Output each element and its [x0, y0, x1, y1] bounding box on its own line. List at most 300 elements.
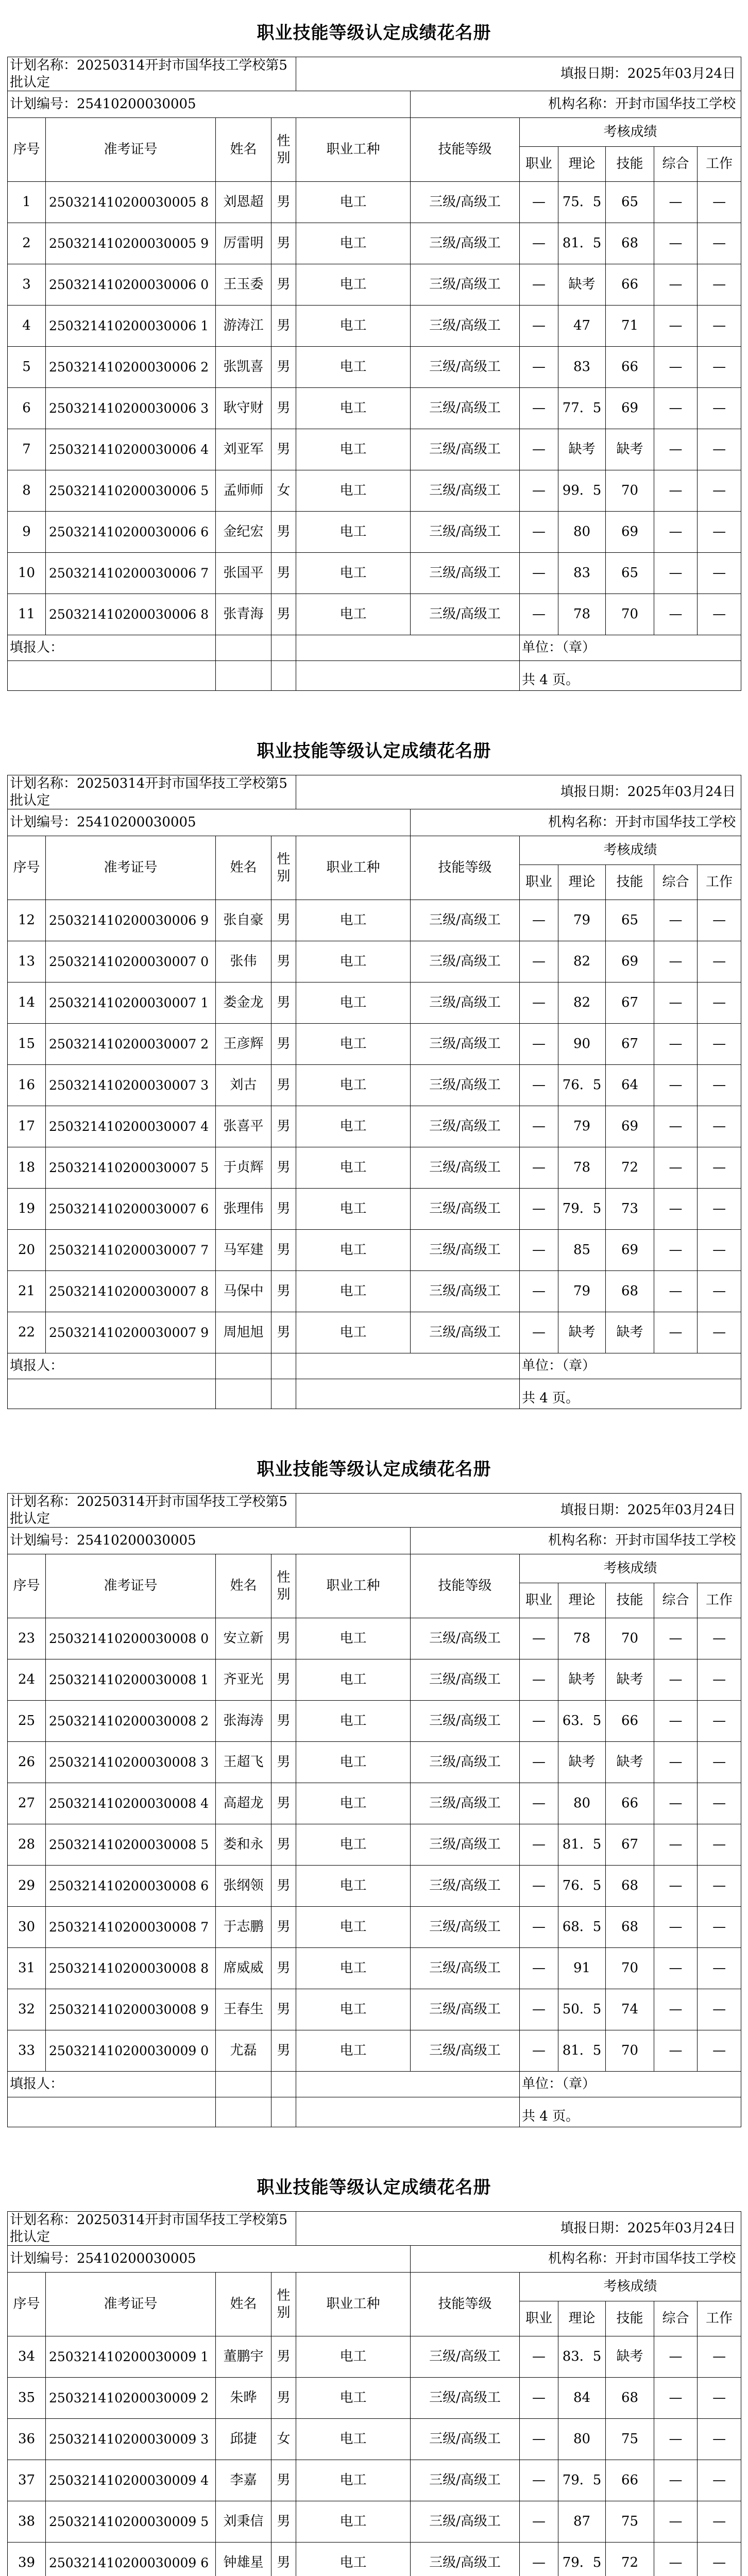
score-table: [7, 57, 741, 691]
row-gender: 男: [271, 512, 296, 553]
row-level: 三级/高级工: [411, 429, 520, 470]
row-name: 高超龙: [216, 1783, 271, 1824]
row-score-2: 83: [558, 553, 606, 594]
row-score-1: —: [520, 1230, 558, 1271]
row-score-1: —: [520, 1824, 558, 1866]
row-score-2: 81．5: [558, 223, 606, 264]
row-score-5: —: [698, 2460, 741, 2501]
row-level: 三级/高级工: [411, 2378, 520, 2419]
row-gender: 男: [271, 1948, 296, 1989]
row-score-2: 91: [558, 1948, 606, 1989]
row-exam-id: 250321410200030006 6: [46, 512, 216, 553]
row-score-3: 64: [606, 1065, 654, 1106]
row-score-4: —: [654, 2336, 698, 2378]
row-score-5: —: [698, 1948, 741, 1989]
row-level: 三级/高级工: [411, 1189, 520, 1230]
row-score-1: —: [520, 512, 558, 553]
row-score-5: —: [698, 1106, 741, 1147]
row-level: 三级/高级工: [411, 1271, 520, 1312]
row-score-5: —: [698, 1230, 741, 1271]
row-level: 三级/高级工: [411, 264, 520, 306]
header-occupation: 职业工种: [296, 2273, 411, 2336]
row-name: 王春生: [216, 1989, 271, 2030]
header-score-4: 综合: [654, 1583, 698, 1618]
row-seq: 39: [8, 2543, 46, 2576]
row-name: 张青海: [216, 594, 271, 635]
table-row: [8, 429, 741, 470]
unit-label: 单位：（章）: [520, 2072, 741, 2097]
header-score-3: 技能: [606, 2301, 654, 2336]
row-name: 张凯喜: [216, 347, 271, 388]
row-occupation: 电工: [296, 2378, 411, 2419]
row-gender: 男: [271, 264, 296, 306]
row-exam-id: 250321410200030006 9: [46, 900, 216, 941]
row-score-2: 79: [558, 1271, 606, 1312]
row-score-4: —: [654, 900, 698, 941]
row-score-3: 66: [606, 347, 654, 388]
row-occupation: 电工: [296, 2501, 411, 2543]
row-score-5: —: [698, 470, 741, 512]
header-score-1: 职业: [520, 2301, 558, 2336]
header-score-4: 综合: [654, 147, 698, 182]
filler-label: 填报人：: [8, 1353, 216, 1379]
row-score-1: —: [520, 1659, 558, 1701]
row-name: 刘古: [216, 1065, 271, 1106]
table-row: [8, 306, 741, 347]
row-score-1: —: [520, 1783, 558, 1824]
row-exam-id: 250321410200030008 9: [46, 1989, 216, 2030]
row-name: 于志鹏: [216, 1907, 271, 1948]
row-exam-id: 250321410200030009 5: [46, 2501, 216, 2543]
row-score-4: —: [654, 594, 698, 635]
row-level: 三级/高级工: [411, 1783, 520, 1824]
row-name: 金纪宏: [216, 512, 271, 553]
row-level: 三级/高级工: [411, 306, 520, 347]
row-score-4: —: [654, 2460, 698, 2501]
row-gender: 男: [271, 594, 296, 635]
row-exam-id: 250321410200030006 8: [46, 594, 216, 635]
header-score-5: 工作: [698, 2301, 741, 2336]
row-score-5: —: [698, 264, 741, 306]
row-score-5: —: [698, 1989, 741, 2030]
row-score-2: 79．5: [558, 2460, 606, 2501]
row-score-1: —: [520, 2030, 558, 2072]
row-score-1: —: [520, 553, 558, 594]
row-score-1: —: [520, 2460, 558, 2501]
row-score-3: 70: [606, 470, 654, 512]
plan-name: 计划名称：20250314开封市国华技工学校第5批认定: [8, 775, 296, 809]
row-score-5: —: [698, 347, 741, 388]
row-gender: 男: [271, 1824, 296, 1866]
row-name: 马军建: [216, 1230, 271, 1271]
table-row: [8, 1106, 741, 1147]
roster-page: [0, 718, 748, 1436]
row-seq: 30: [8, 1907, 46, 1948]
row-name: 耿守财: [216, 388, 271, 429]
row-seq: 11: [8, 594, 46, 635]
row-score-4: —: [654, 1989, 698, 2030]
row-score-2: 78: [558, 1618, 606, 1659]
row-score-5: —: [698, 223, 741, 264]
row-score-5: —: [698, 1907, 741, 1948]
page-count: 共 4 页。: [520, 1379, 741, 1409]
row-score-5: —: [698, 1065, 741, 1106]
row-level: 三级/高级工: [411, 470, 520, 512]
row-score-5: —: [698, 2501, 741, 2543]
header-occupation: 职业工种: [296, 836, 411, 900]
header-name: 姓名: [216, 1554, 271, 1618]
row-gender: 男: [271, 429, 296, 470]
table-row: [8, 2419, 741, 2460]
row-name: 张理伟: [216, 1189, 271, 1230]
table-row: [8, 900, 741, 941]
row-name: 刘秉信: [216, 2501, 271, 2543]
org-name: 机构名称：开封市国华技工学校: [411, 2246, 741, 2273]
row-gender: 男: [271, 900, 296, 941]
row-gender: 男: [271, 1024, 296, 1065]
row-name: 王彦辉: [216, 1024, 271, 1065]
row-gender: 男: [271, 306, 296, 347]
row-score-2: 79: [558, 1106, 606, 1147]
row-gender: 男: [271, 2460, 296, 2501]
row-score-1: —: [520, 182, 558, 223]
row-name: 张纲领: [216, 1866, 271, 1907]
row-score-3: 缺考: [606, 1659, 654, 1701]
row-score-4: —: [654, 429, 698, 470]
row-gender: 男: [271, 1783, 296, 1824]
row-occupation: 电工: [296, 470, 411, 512]
row-score-4: —: [654, 2543, 698, 2576]
row-score-2: 85: [558, 1230, 606, 1271]
header-level: 技能等级: [411, 118, 520, 182]
row-score-1: —: [520, 1742, 558, 1783]
table-row: [8, 1907, 741, 1948]
header-exam-id: 准考证号: [46, 2273, 216, 2336]
row-score-5: —: [698, 2336, 741, 2378]
row-seq: 20: [8, 1230, 46, 1271]
row-score-5: —: [698, 182, 741, 223]
row-score-2: 63．5: [558, 1701, 606, 1742]
document-title: 职业技能等级认定成绩花名册: [257, 23, 491, 43]
row-occupation: 电工: [296, 1659, 411, 1701]
row-exam-id: 250321410200030009 1: [46, 2336, 216, 2378]
header-score-1: 职业: [520, 865, 558, 900]
row-seq: 35: [8, 2378, 46, 2419]
row-score-4: —: [654, 264, 698, 306]
row-seq: 3: [8, 264, 46, 306]
row-level: 三级/高级工: [411, 223, 520, 264]
row-gender: 男: [271, 941, 296, 982]
table-row: [8, 594, 741, 635]
row-score-4: —: [654, 1271, 698, 1312]
header-seq: 序号: [8, 2273, 46, 2336]
row-name: 厉雷明: [216, 223, 271, 264]
row-score-3: 75: [606, 2419, 654, 2460]
table-row: [8, 1065, 741, 1106]
row-score-2: 75．5: [558, 182, 606, 223]
row-name: 董鹏宇: [216, 2336, 271, 2378]
row-exam-id: 250321410200030009 0: [46, 2030, 216, 2072]
row-exam-id: 250321410200030009 2: [46, 2378, 216, 2419]
row-gender: 女: [271, 2419, 296, 2460]
row-score-5: —: [698, 2419, 741, 2460]
header-score-2: 理论: [558, 865, 606, 900]
row-seq: 28: [8, 1824, 46, 1866]
row-score-2: 82: [558, 982, 606, 1024]
row-score-3: 74: [606, 1989, 654, 2030]
row-exam-id: 250321410200030008 2: [46, 1701, 216, 1742]
row-score-4: —: [654, 553, 698, 594]
row-seq: 7: [8, 429, 46, 470]
row-seq: 6: [8, 388, 46, 429]
row-score-3: 66: [606, 2460, 654, 2501]
org-name: 机构名称：开封市国华技工学校: [411, 809, 741, 836]
row-score-3: 69: [606, 941, 654, 982]
row-score-2: 50．5: [558, 1989, 606, 2030]
page-count: 共 4 页。: [520, 661, 741, 691]
row-score-5: —: [698, 1866, 741, 1907]
row-exam-id: 250321410200030008 6: [46, 1866, 216, 1907]
row-score-1: —: [520, 429, 558, 470]
header-score-3: 技能: [606, 865, 654, 900]
row-score-5: —: [698, 982, 741, 1024]
header-scores: 考核成绩: [520, 118, 741, 147]
header-exam-id: 准考证号: [46, 836, 216, 900]
header-gender: 性别: [271, 118, 296, 182]
score-table: [7, 1493, 741, 2127]
row-occupation: 电工: [296, 429, 411, 470]
row-level: 三级/高级工: [411, 553, 520, 594]
row-gender: 男: [271, 1659, 296, 1701]
row-score-4: —: [654, 1106, 698, 1147]
row-score-2: 99．5: [558, 470, 606, 512]
row-seq: 25: [8, 1701, 46, 1742]
row-seq: 5: [8, 347, 46, 388]
row-exam-id: 250321410200030007 7: [46, 1230, 216, 1271]
row-exam-id: 250321410200030006 5: [46, 470, 216, 512]
row-score-2: 47: [558, 306, 606, 347]
row-score-3: 69: [606, 1230, 654, 1271]
row-score-2: 79: [558, 900, 606, 941]
row-name: 周旭旭: [216, 1312, 271, 1353]
header-seq: 序号: [8, 1554, 46, 1618]
row-score-5: —: [698, 388, 741, 429]
row-score-3: 67: [606, 1024, 654, 1065]
row-score-4: —: [654, 1742, 698, 1783]
row-score-5: —: [698, 2378, 741, 2419]
row-occupation: 电工: [296, 1189, 411, 1230]
header-name: 姓名: [216, 118, 271, 182]
row-gender: 男: [271, 2378, 296, 2419]
row-score-3: 65: [606, 900, 654, 941]
table-row: [8, 182, 741, 223]
table-row: [8, 512, 741, 553]
table-row: [8, 223, 741, 264]
row-level: 三级/高级工: [411, 1024, 520, 1065]
table-row: [8, 1742, 741, 1783]
row-level: 三级/高级工: [411, 1230, 520, 1271]
row-exam-id: 250321410200030007 6: [46, 1189, 216, 1230]
row-score-5: —: [698, 1659, 741, 1701]
row-exam-id: 250321410200030008 8: [46, 1948, 216, 1989]
row-score-5: —: [698, 1271, 741, 1312]
row-level: 三级/高级工: [411, 512, 520, 553]
row-seq: 27: [8, 1783, 46, 1824]
header-score-1: 职业: [520, 1583, 558, 1618]
row-score-3: 69: [606, 1106, 654, 1147]
row-score-3: 65: [606, 553, 654, 594]
table-row: [8, 2501, 741, 2543]
row-level: 三级/高级工: [411, 388, 520, 429]
row-occupation: 电工: [296, 1948, 411, 1989]
header-score-2: 理论: [558, 1583, 606, 1618]
header-score-2: 理论: [558, 2301, 606, 2336]
row-level: 三级/高级工: [411, 1106, 520, 1147]
row-name: 王玉委: [216, 264, 271, 306]
row-exam-id: 250321410200030006 1: [46, 306, 216, 347]
row-score-2: 78: [558, 1147, 606, 1189]
row-name: 邱捷: [216, 2419, 271, 2460]
header-score-3: 技能: [606, 1583, 654, 1618]
row-exam-id: 250321410200030006 3: [46, 388, 216, 429]
header-scores: 考核成绩: [520, 1554, 741, 1583]
row-score-4: —: [654, 2030, 698, 2072]
row-score-2: 90: [558, 1024, 606, 1065]
row-level: 三级/高级工: [411, 1312, 520, 1353]
row-seq: 2: [8, 223, 46, 264]
row-score-3: 75: [606, 2501, 654, 2543]
row-score-3: 72: [606, 2543, 654, 2576]
row-occupation: 电工: [296, 2336, 411, 2378]
row-score-3: 72: [606, 1147, 654, 1189]
row-score-4: —: [654, 388, 698, 429]
table-row: [8, 982, 741, 1024]
table-row: [8, 347, 741, 388]
row-score-2: 68．5: [558, 1907, 606, 1948]
row-score-4: —: [654, 470, 698, 512]
row-score-2: 87: [558, 2501, 606, 2543]
row-score-2: 78: [558, 594, 606, 635]
row-score-1: —: [520, 1065, 558, 1106]
row-score-1: —: [520, 2419, 558, 2460]
row-score-3: 缺考: [606, 1742, 654, 1783]
row-level: 三级/高级工: [411, 1701, 520, 1742]
row-score-4: —: [654, 1147, 698, 1189]
row-gender: 男: [271, 2030, 296, 2072]
row-score-5: —: [698, 594, 741, 635]
row-name: 齐亚光: [216, 1659, 271, 1701]
header-score-5: 工作: [698, 1583, 741, 1618]
table-row: [8, 2030, 741, 2072]
row-gender: 男: [271, 1618, 296, 1659]
header-seq: 序号: [8, 118, 46, 182]
row-score-4: —: [654, 2378, 698, 2419]
row-score-3: 70: [606, 2030, 654, 2072]
plan-name: 计划名称：20250314开封市国华技工学校第5批认定: [8, 2212, 296, 2246]
table-row: [8, 1659, 741, 1701]
row-exam-id: 250321410200030006 4: [46, 429, 216, 470]
row-name: 刘恩超: [216, 182, 271, 223]
row-gender: 男: [271, 1189, 296, 1230]
row-seq: 23: [8, 1618, 46, 1659]
row-exam-id: 250321410200030007 5: [46, 1147, 216, 1189]
row-seq: 4: [8, 306, 46, 347]
row-score-1: —: [520, 1106, 558, 1147]
row-score-1: —: [520, 306, 558, 347]
row-seq: 15: [8, 1024, 46, 1065]
row-score-1: —: [520, 470, 558, 512]
org-name: 机构名称：开封市国华技工学校: [411, 91, 741, 118]
row-score-2: 79．5: [558, 2543, 606, 2576]
table-row: [8, 1024, 741, 1065]
row-score-1: —: [520, 2543, 558, 2576]
row-score-2: 81．5: [558, 1824, 606, 1866]
row-occupation: 电工: [296, 1618, 411, 1659]
row-score-4: —: [654, 1701, 698, 1742]
header-name: 姓名: [216, 2273, 271, 2336]
row-exam-id: 250321410200030006 7: [46, 553, 216, 594]
row-score-1: —: [520, 941, 558, 982]
row-occupation: 电工: [296, 1989, 411, 2030]
row-score-5: —: [698, 306, 741, 347]
row-score-4: —: [654, 1866, 698, 1907]
filler-label: 填报人：: [8, 2072, 216, 2097]
row-score-5: —: [698, 429, 741, 470]
row-gender: 男: [271, 2543, 296, 2576]
row-seq: 14: [8, 982, 46, 1024]
row-score-3: 69: [606, 512, 654, 553]
row-score-3: 73: [606, 1189, 654, 1230]
table-row: [8, 2460, 741, 2501]
row-score-2: 79．5: [558, 1189, 606, 1230]
table-row: [8, 388, 741, 429]
row-gender: 男: [271, 553, 296, 594]
page-count: 共 4 页。: [520, 2097, 741, 2127]
row-occupation: 电工: [296, 1866, 411, 1907]
row-score-3: 68: [606, 1271, 654, 1312]
row-exam-id: 250321410200030005 9: [46, 223, 216, 264]
row-score-4: —: [654, 2419, 698, 2460]
row-seq: 13: [8, 941, 46, 982]
row-name: 朱晔: [216, 2378, 271, 2419]
row-name: 于贞辉: [216, 1147, 271, 1189]
row-seq: 21: [8, 1271, 46, 1312]
row-level: 三级/高级工: [411, 182, 520, 223]
row-score-3: 66: [606, 1701, 654, 1742]
row-score-4: —: [654, 1618, 698, 1659]
row-score-1: —: [520, 1907, 558, 1948]
row-name: 娄金龙: [216, 982, 271, 1024]
row-occupation: 电工: [296, 1147, 411, 1189]
row-level: 三级/高级工: [411, 1659, 520, 1701]
header-score-3: 技能: [606, 147, 654, 182]
table-row: [8, 941, 741, 982]
row-gender: 男: [271, 982, 296, 1024]
header-gender: 性别: [271, 1554, 296, 1618]
row-score-1: —: [520, 1948, 558, 1989]
row-score-1: —: [520, 223, 558, 264]
row-score-4: —: [654, 306, 698, 347]
row-occupation: 电工: [296, 347, 411, 388]
row-occupation: 电工: [296, 223, 411, 264]
score-table: [7, 775, 741, 1409]
row-level: 三级/高级工: [411, 1742, 520, 1783]
row-occupation: 电工: [296, 1065, 411, 1106]
row-name: 刘亚军: [216, 429, 271, 470]
row-exam-id: 250321410200030005 8: [46, 182, 216, 223]
roster-page: [0, 1436, 748, 2155]
row-score-5: —: [698, 553, 741, 594]
